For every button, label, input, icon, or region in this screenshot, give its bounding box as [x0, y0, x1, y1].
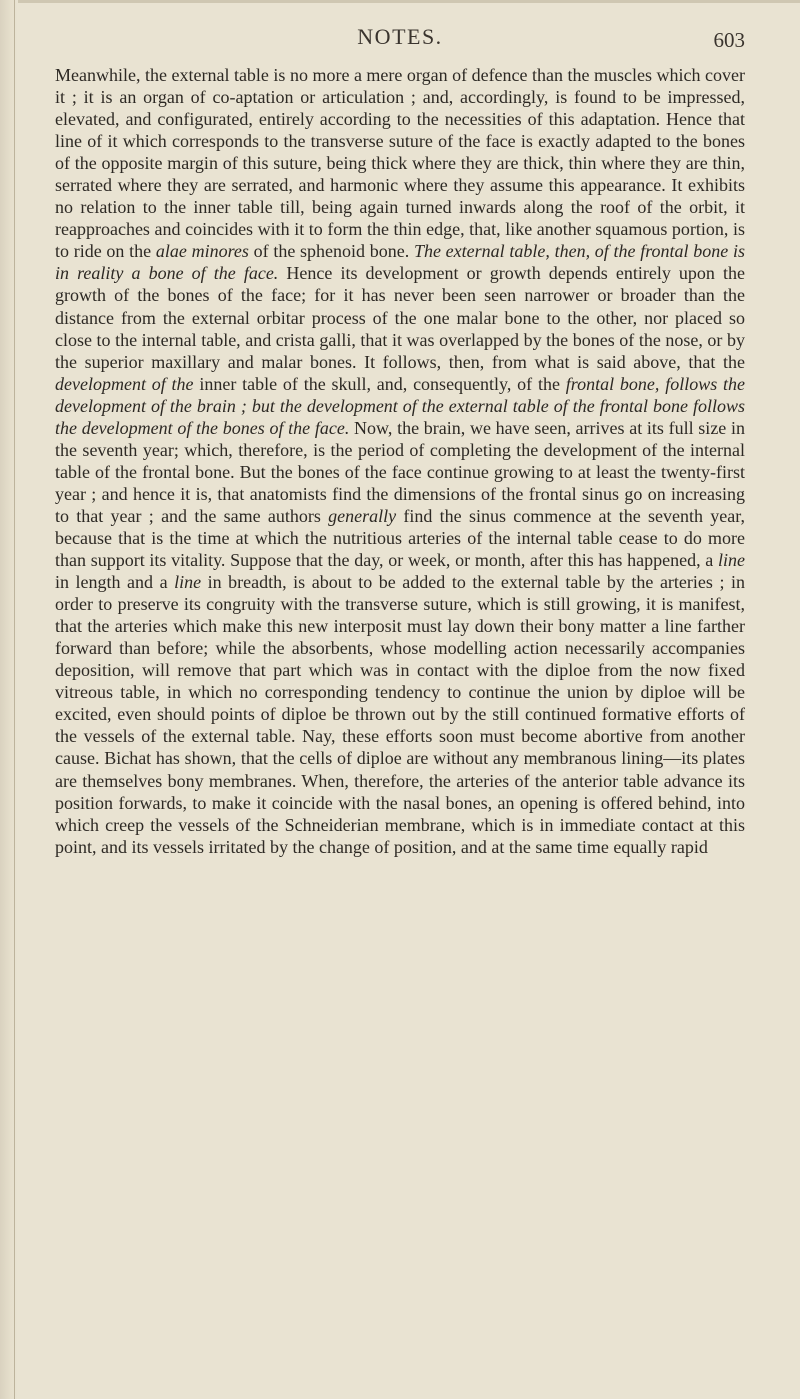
text-run: Now, the brain, we have seen, arrives at its full size in the seventh year; which, therefore, is the period of completing the development of the internal table of the frontal bone. But the bones of the face continue growing to at least the twenty-first year ; and hence it is, that anatomists find the dimensions of the frontal sinus go on increasing to that year ; and the same authors — [55, 417, 745, 526]
text-run: in length and a — [55, 572, 175, 593]
body-text — [55, 64, 745, 858]
italic-text-run: alae minores — [155, 241, 249, 262]
italic-text-run: generally — [328, 505, 397, 526]
italic-text-run: line — [174, 572, 202, 593]
page-gutter — [0, 0, 18, 1399]
paragraph — [55, 64, 745, 858]
running-head: NOTES. — [357, 24, 443, 49]
italic-text-run: The external table, then, of the frontal bone is in reality a bone of the face. — [55, 241, 745, 284]
text-run: in breadth, is about to be added to the external table by the arteries ; in order to preserve its congruity with the transverse suture, which is still growing, it is manifest, that the arteries which make this new interposit must lay down their bony matter a line farther forward than before; while the absorbents, whose modelling action necessarily accompanies deposition, will remove that part which was in contact with the diploe from the now fixed vitreous table, in which no corresponding tendency to continue the union by diploe will be excited, even should points of diploe be thrown out by the still continued formative efforts of the vessels of the external table. Nay, these efforts soon must become abortive from another cause. Bichat has shown, that the cells of diploe are without any membranous lining—its plates are themselves bony membranes. When, therefore, the arteries of the anterior table advance its position forwards, to make it coincide with the nasal bones, an opening is offered behind, into which creep the vessels of the Schneiderian membrane, which is in immediate contact at this point, and its vessels irritated by the change of position, and at the same time equally rapid — [55, 572, 745, 857]
text-run: inner table of the skull, and, consequently, of the — [193, 373, 566, 394]
page-top-edge — [0, 0, 800, 3]
italic-text-run: development of the — [55, 373, 194, 394]
text-run: find the sinus commence at the seventh year, because that is the time at which the nutritious arteries of the internal table cease to do more than support its vitality. Suppose that the day, or week, or month, after this has happened, a — [55, 505, 746, 571]
italic-text-run: frontal bone, follows the development of the brain ; but the development of the external table of the frontal bone follows the development of the bones of the face. — [55, 373, 745, 438]
page-header — [0, 24, 800, 64]
text-run: Hence its development or growth depends entirely upon the growth of the bones of the face; for it has never been seen narrower or broader than the distance from the external orbitar process of the one malar bone to the other, nor placed so close to the internal table, and crista galli, that it was overlapped by the bones of the nose, or by the superior maxillary and malar bones. It follows, then, from what is said above, that the — [55, 263, 745, 372]
text-run: of the sphenoid bone. — [248, 241, 414, 262]
italic-text-run: line — [718, 550, 745, 571]
page-number: 603 — [713, 28, 745, 52]
page-gutter-line — [14, 0, 15, 1399]
text-run: Meanwhile, the external table is no more a mere organ of defence than the muscles which cover it ; it is an organ of co-aptation or articulation ; and, accordingly, is found to be impressed, elevated, and configurated, entirely according to the necessities of this adaptation. Hence that line of it which corresponds to the transverse suture of the face is exactly adapted to the bones of the opposite margin of this suture, being thick where they are thick, thin where they are thin, serrated where they are serrated, and harmonic where they assume this appearance. It exhibits no relation to the inner table till, being again turned inwards along the roof of the orbit, it reapproaches and coincides with it to form the thin edge, that, like another squamous portion, is to ride on the — [55, 65, 745, 262]
